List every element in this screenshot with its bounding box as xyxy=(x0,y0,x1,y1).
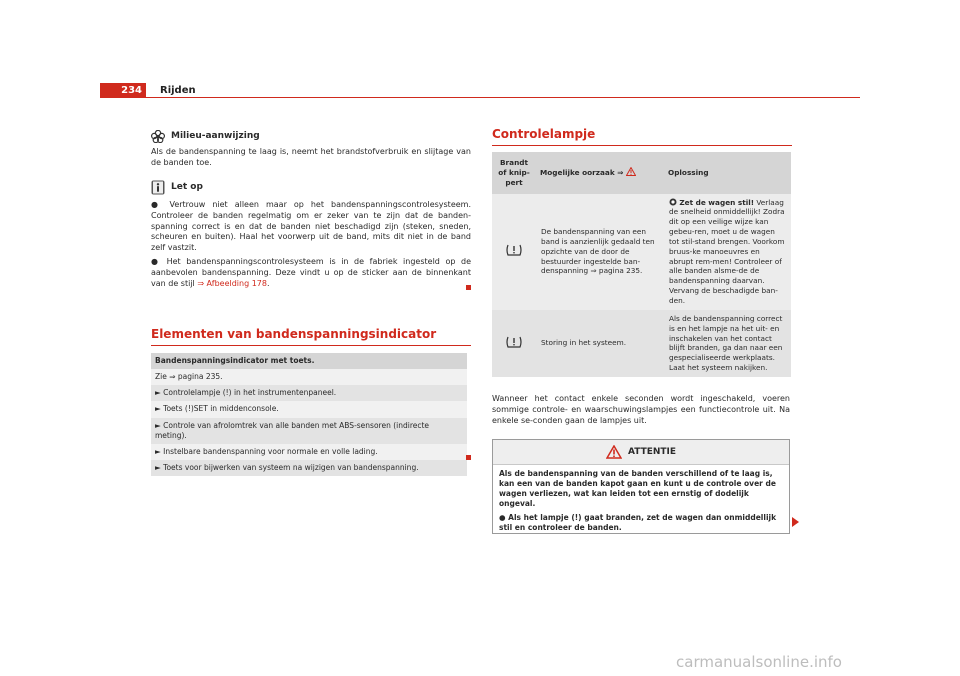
control-section-title xyxy=(492,126,792,146)
section-end-marker xyxy=(466,455,471,460)
indicator-box xyxy=(151,353,467,476)
column-header-cause xyxy=(536,152,664,194)
indicator-item-text: Toets voor bijwerken van systeem na wijzigen van bandenspanning. xyxy=(163,462,419,472)
indicator-section-title xyxy=(151,326,471,346)
warning-box xyxy=(492,439,790,534)
indicator-item-text: Controle van afrolomtrek van alle banden met ABS-sensoren (indirecte meting). xyxy=(155,420,430,440)
stop-icon xyxy=(669,198,677,206)
indicator-item: ► Controle van afrolomtrek van alle banden met ABS-sensoren (indirecte meting). xyxy=(151,418,467,444)
indicator-item-text: Toets (!)SET in middenconsole. xyxy=(163,404,279,414)
tip-title: Let op xyxy=(171,182,203,193)
control-lamp-table xyxy=(492,152,791,377)
warning-body xyxy=(493,465,789,537)
column-header: Oplossing xyxy=(664,152,791,194)
control-section-heading: Controlelampje xyxy=(492,126,792,146)
indicator-box-title: Bandenspanningsindicator met toets. xyxy=(151,353,467,369)
tip-bullet-1: ● Vertrouw niet alleen maar op het bandenspanningscontrolesysteem. Controleer de banden regelmatig om er zeker van te zijn dat de banden-spanning correct is en dat de banden niet beschadigd zijn (steken, sneden, scheuren en buiten). Haal het voorwerp uit de band, mits dit niet in de band zelf vastzit. xyxy=(151,200,471,253)
environment-note-title: Milieu-aanwijzing xyxy=(171,131,260,142)
table-row xyxy=(492,310,791,377)
tip-title-row xyxy=(151,180,471,195)
warning-text-2: ● Als het lampje (!) gaat branden, zet de wagen dan onmiddellijk stil en controleer de banden. xyxy=(499,512,777,532)
indicator-item: ► Toets voor bijwerken van systeem na wijzigen van bandenspanning. xyxy=(151,460,467,476)
environment-note-text: Als de bandenspanning te laag is, neemt het brandstofverbruik en slijtage van de banden toe. xyxy=(151,147,471,167)
table-row xyxy=(492,194,791,310)
tip-bullet-2-end: . xyxy=(266,278,270,288)
solution-text: Als de bandenspanning correct is en het lampje na het uit- en inschakelen van het contact blijft branden, ga dan naar een gespecialiseerde werkplaats. Laat het systeem nakijken. xyxy=(669,313,783,373)
cause-cell: De bandenspanning van een band is aanzienlijk gedaald ten opzichte van de door de bestuurder ingestelde ban-denspanning ⇒ pagina 235. xyxy=(536,194,664,310)
column-header-text: Mogelijke oorzaak ⇒ xyxy=(540,168,624,178)
tire-pressure-lamp-icon xyxy=(505,335,523,349)
solution-cell xyxy=(664,310,791,377)
tip-bullet-1-text: Vertrouw niet alleen maar op het bandenspanningscontrolesysteem. Controleer de banden regelmatig om er zeker van te zijn dat de banden-spanning correct is en dat de banden niet beschadigd zijn (steken, sneden, scheuren en buiten). Haal het voorwerp uit de band, mits dit niet in de band zelf vastzit. xyxy=(151,200,471,253)
indicator-item: ► Toets (!)SET in middenconsole. xyxy=(151,401,467,417)
indicator-section-heading: Elementen van bandenspanningsindicator xyxy=(151,326,471,346)
lamp-cell xyxy=(492,194,536,310)
indicator-see-page: Zie ⇒ pagina 235. xyxy=(151,369,467,385)
solution-bold: Zet de wagen stil! xyxy=(679,197,755,207)
warning-header xyxy=(493,440,789,465)
warning-triangle-icon xyxy=(626,167,636,176)
table-header-row xyxy=(492,152,791,194)
footer-watermark: carmanualsonline.info xyxy=(676,653,842,671)
continue-arrow-icon xyxy=(792,517,799,527)
page-number: 234 xyxy=(100,83,146,98)
tip-note xyxy=(151,180,471,292)
solution-cell xyxy=(664,194,791,310)
column-header: Brandt of knip-pert xyxy=(492,152,536,194)
solution-text: Verlaag de snelheid onmiddellijk! Zodra dit op een veilige wijze kan gebeu-ren, moet u de wagen tot stil-stand brengen. Voorkom bruus-ke manoeuvres en abrupt rem-men! Controleer of alle banden alsme-de de bandenspanning daarvan. Vervang de beschadigde ban-den. xyxy=(669,197,785,305)
function-check-text: Wanneer het contact enkele seconden wordt ingeschakeld, voeren sommige controle- en waarschuwingslampjes een functiecontrole uit. Na enkele se-conden gaan de lampjes uit. xyxy=(492,394,790,425)
section-end-marker xyxy=(466,285,471,290)
indicator-item-text: Controlelampje (!) in het instrumentenpaneel. xyxy=(163,388,337,398)
tire-pressure-lamp-icon xyxy=(505,243,523,257)
indicator-item: ► Controlelampje (!) in het instrumentenpaneel. xyxy=(151,385,467,401)
indicator-item: ► Instelbare bandenspanning voor normale en volle lading. xyxy=(151,444,467,460)
indicator-item-text: Instelbare bandenspanning voor normale en volle lading. xyxy=(163,446,378,456)
header-rule xyxy=(146,97,860,98)
warning-text-1: Als de bandenspanning van de banden verschillend of te laag is, kan een van de banden kapot gaan en kunt u de controle over de wagen verliezen, wat kan leiden tot een ernstig of dodelijk ongeval. xyxy=(499,469,776,509)
tip-bullet-2: ● Het bandenspanningscontrolesysteem is in de fabriek ingesteld op de aanbevolen bandenspanning. Deze vindt u op de sticker aan de binnenkant van de stijl ⇒ Afbeelding 178. xyxy=(151,256,471,288)
figure-link[interactable]: ⇒ Afbeelding 178 xyxy=(197,278,267,288)
warning-triangle-icon xyxy=(606,445,622,459)
environment-note xyxy=(151,130,471,169)
tip-bullet-2-text: Het bandenspanningscontrolesysteem is in de fabriek ingesteld op de aanbevolen bandenspanning. Deze vindt u op de sticker aan de binnenkant van de stijl xyxy=(151,256,471,288)
info-icon xyxy=(151,180,165,195)
lamp-cell xyxy=(492,310,536,377)
flower-icon xyxy=(151,130,165,143)
warning-text-2-content: Als het lampje (!) gaat branden, zet de wagen dan onmiddellijk stil en controleer de banden. xyxy=(499,512,777,532)
warning-title: ATTENTIE xyxy=(627,446,677,457)
chapter-title: Rijden xyxy=(160,85,196,96)
environment-note-title-row xyxy=(151,130,471,143)
cause-cell: Storing in het systeem. xyxy=(536,310,664,377)
